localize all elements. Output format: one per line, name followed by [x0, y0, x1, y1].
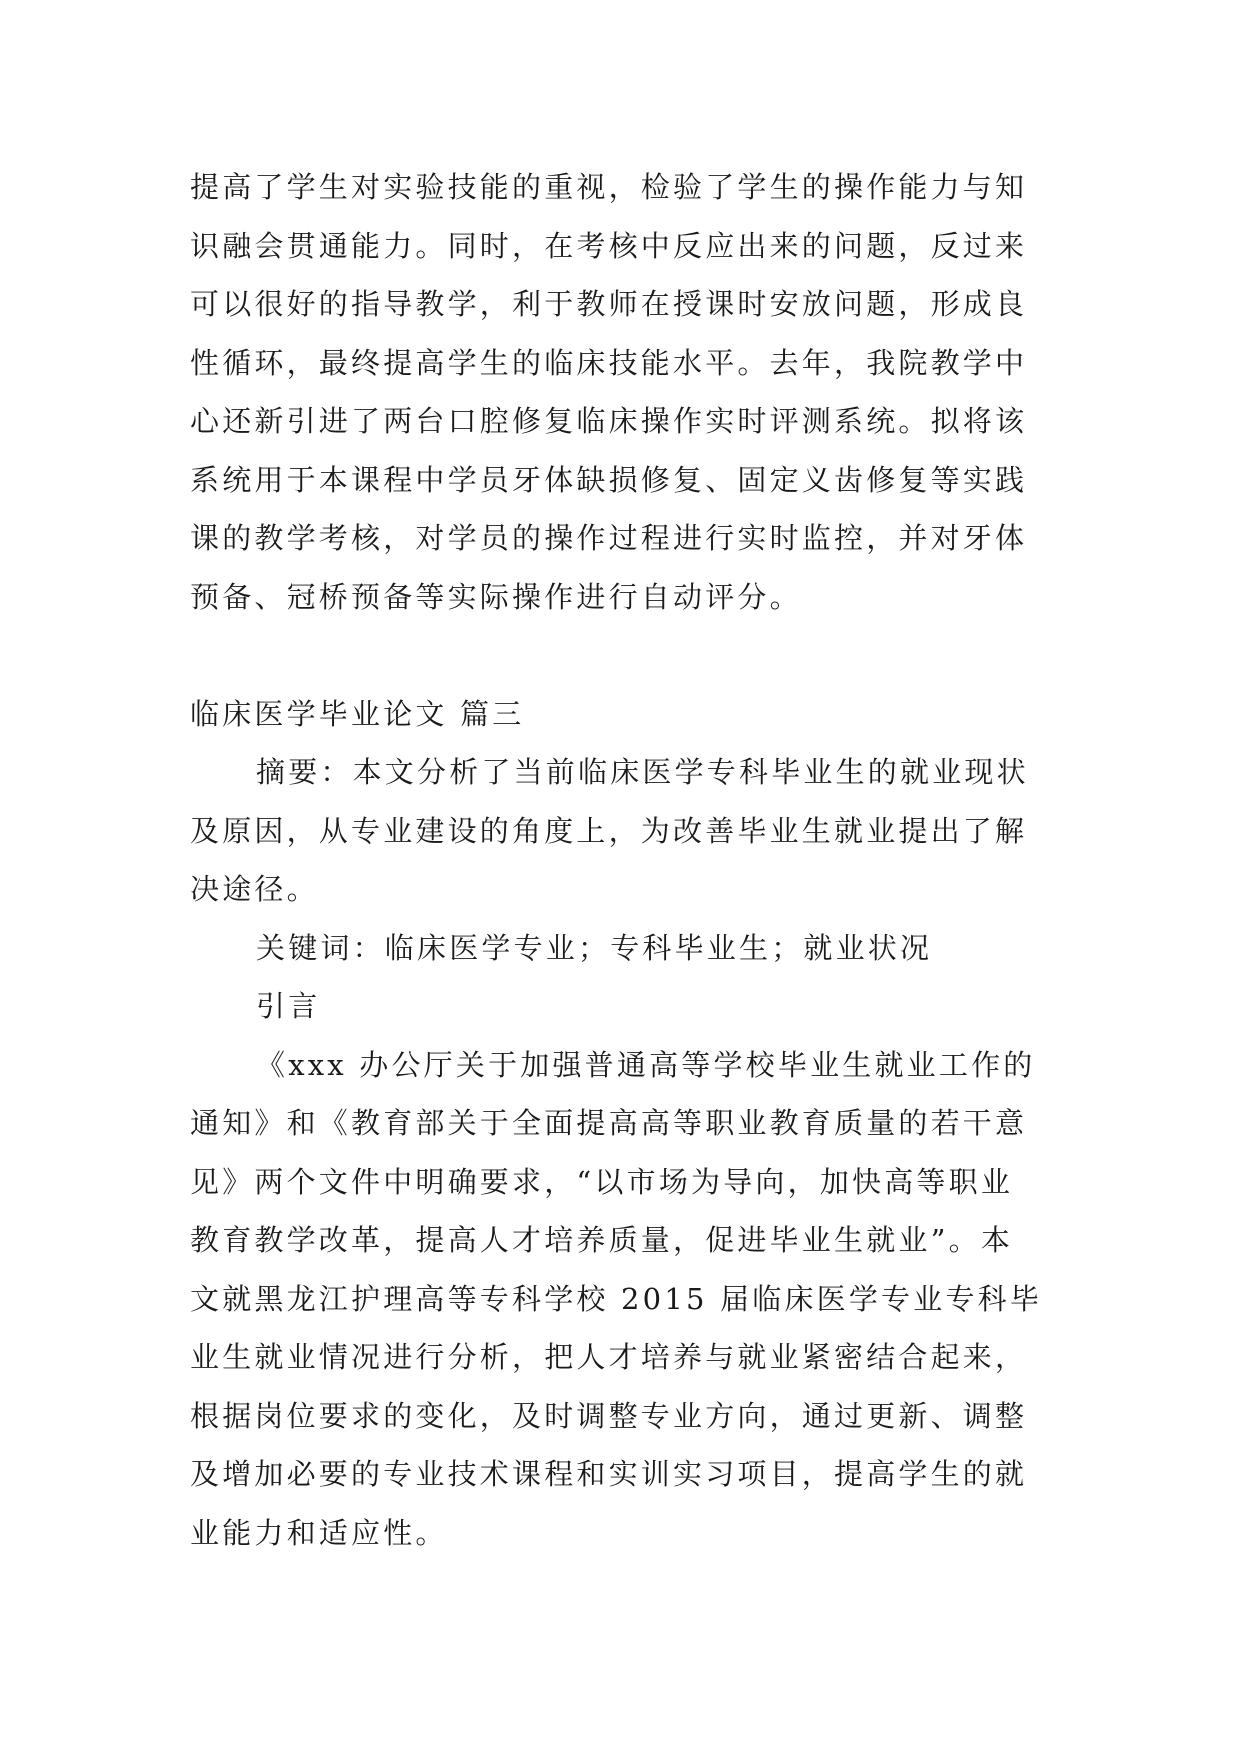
section-title: 临床医学毕业论文 篇三: [190, 696, 525, 731]
document-body: [190, 158, 1060, 1562]
paragraph-continuation: [190, 158, 1060, 626]
text-line: 心还新引进了两台口腔修复临床操作实时评测系统。拟将该: [190, 404, 1028, 438]
text-line: 教育教学改革，提高人才培养质量，促进毕业生就业”。本: [190, 1223, 1014, 1257]
text-line: 决途径。: [190, 872, 319, 906]
text-line: 《xxx 办公厅关于加强普通高等学校毕业生就业工作的: [256, 1047, 1036, 1082]
abstract-paragraph: [190, 743, 1060, 919]
text-line: 及原因，从专业建设的角度上，为改善毕业生就业提出了解: [190, 813, 1028, 848]
text-line: 业能力和适应性。: [190, 1515, 448, 1550]
text-line: 及增加必要的专业技术课程和实训实习项目，提高学生的就: [190, 1457, 1028, 1491]
text-line: 见》两个文件中明确要求，“以市场为导向，加快高等职业: [190, 1164, 1014, 1199]
text-line: 提高了学生对实验技能的重视，检验了学生的操作能力与知: [190, 170, 1028, 204]
text-line: 性循环，最终提高学生的临床技能水平。去年，我院教学中: [190, 345, 1028, 380]
blank-line: [190, 626, 1060, 685]
text-line: 可以很好的指导教学，利于教师在授课时安放问题，形成良: [190, 287, 1028, 321]
text-line: 根据岗位要求的变化，及时调整专业方向，通过更新、调整: [190, 1398, 1028, 1433]
text-line: 文就黑龙江护理高等专科学校 2015 届临床医学专业专科毕: [190, 1281, 1043, 1316]
text-line: 业生就业情况进行分析，把人才培养与就业紧密结合起来，: [190, 1340, 1028, 1374]
text-line: 系统用于本课程中学员牙体缺损修复、固定义齿修复等实践: [190, 462, 1028, 497]
text-line: 预备、冠桥预备等实际操作进行自动评分。: [190, 579, 802, 614]
text-line: 课的教学考核，对学员的操作过程进行实时监控，并对牙体: [190, 521, 1028, 555]
intro-paragraph: [190, 1036, 1060, 1563]
keywords-line: 关键词：临床医学专业；专科毕业生；就业状况: [256, 930, 933, 965]
text-line: 识融会贯通能力。同时，在考核中反应出来的问题，反过来: [190, 228, 1028, 263]
text-line: 摘要：本文分析了当前临床医学专科毕业生的就业现状: [256, 755, 1029, 789]
intro-heading: 引言: [256, 989, 321, 1023]
text-line: 通知》和《教育部关于全面提高高等职业教育质量的若干意: [190, 1106, 1028, 1140]
